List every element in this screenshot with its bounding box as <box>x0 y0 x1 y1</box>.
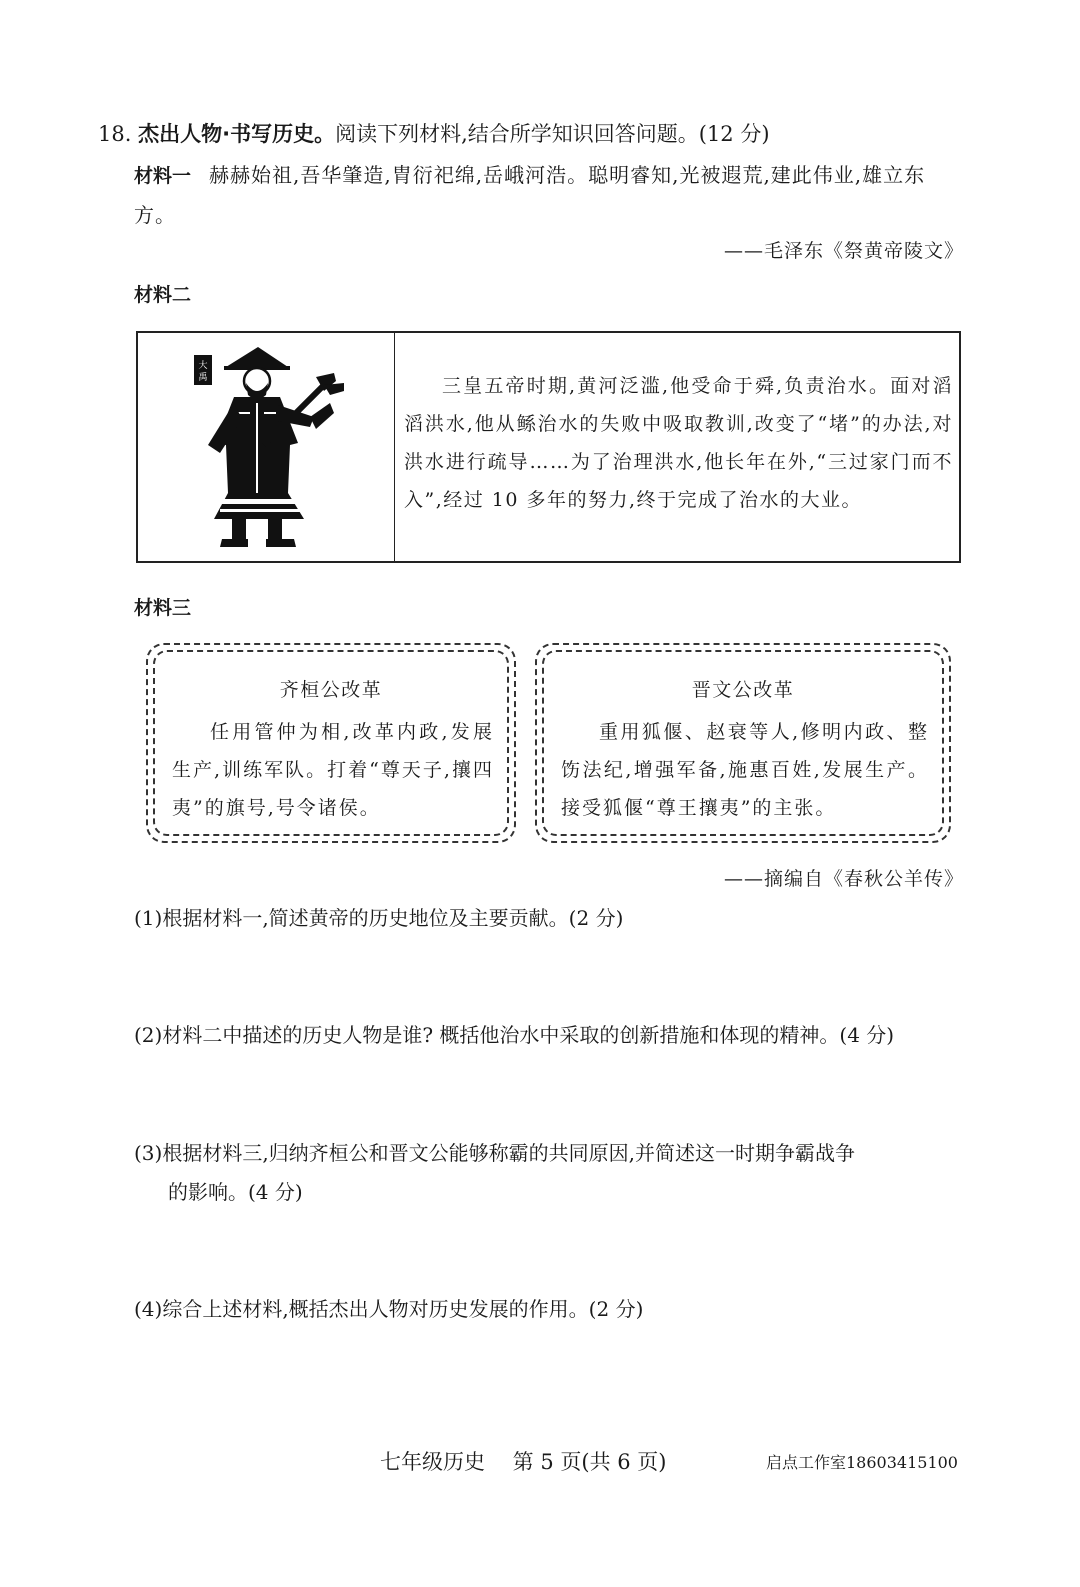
box-title: 齐桓公改革 <box>279 679 383 701</box>
material-two-table <box>136 331 961 563</box>
material-two-label: 材料二 <box>134 284 192 306</box>
box-text: 重用狐偃、赵衰等人,修明内政、整饬法纪,增强军备,施惠百姓,发展生产。接受狐偃“尊王攘夷”的主张。 <box>561 721 929 819</box>
figure-right-shoe <box>266 539 296 547</box>
material-two-text: 三皇五帝时期,黄河泛滥,他受命于舜,负责治水。面对滔滔洪水,他从鲧治水的失败中吸取教训,改变了“堵”的办法,对洪水进行疏导……为了治理洪水,他长年在外,“三过家门而不入”,经过 10 多年的努力,终于完成了治水的大业。 <box>404 375 953 511</box>
material-one-label: 材料一 <box>134 165 192 187</box>
figure-hat <box>226 347 288 367</box>
studio-contact: 启点工作室18603415100 <box>766 1453 958 1472</box>
question-topic: 杰出人物·书写历史。 <box>138 122 336 146</box>
jin-wengong-reform-box <box>535 643 951 843</box>
material-three-label: 材料三 <box>134 597 192 619</box>
sub-question-4 <box>134 1290 964 1329</box>
seal-stamp <box>194 355 212 385</box>
sub-question-3 <box>134 1134 964 1212</box>
page-footer <box>0 1446 1080 1480</box>
question-number: 18. <box>98 122 132 146</box>
page-info: 七年级历史 第 5 页(共 6 页) <box>380 1450 667 1474</box>
seal-text-1: 大 <box>198 361 208 371</box>
dayu-figure-cell <box>138 333 395 561</box>
figure-left-shoe <box>220 539 248 547</box>
qi-huangong-reform-box <box>146 643 516 843</box>
sub-question-2 <box>134 1016 964 1055</box>
material-one <box>134 156 964 235</box>
box-text: 任用管仲为相,改革内政,发展生产,训练军队。打着“尊天子,攘四夷”的旗号,号令诸侯。 <box>172 721 494 819</box>
material-one-text: 赫赫始祖,吾华肇造,胄衍祀绵,岳峨河浩。聪明睿知,光被遐荒,建此伟业,雄立东方。 <box>134 163 926 227</box>
seal-text-2: 禹 <box>198 373 208 383</box>
material-two-text-cell <box>396 333 959 561</box>
material-three-citation: ——摘编自《春秋公羊传》 <box>723 868 964 890</box>
sub-question-text-continued: 的影响。(4 分) <box>168 1180 303 1204</box>
sub-question-1 <box>134 899 964 938</box>
box-title: 晋文公改革 <box>691 679 795 701</box>
dayu-papercut-figure <box>138 333 393 560</box>
sub-question-text: (2)材料二中描述的历史人物是谁? 概括他治水中采取的创新措施和体现的精神。(4 分) <box>134 1023 895 1047</box>
sub-question-text: (4)综合上述材料,概括杰出人物对历史发展的作用。(2 分) <box>134 1297 644 1321</box>
question-header <box>98 118 998 150</box>
sub-question-text: (3)根据材料三,归纳齐桓公和晋文公能够称霸的共同原因,并简述这一时期争霸战争 <box>134 1141 856 1165</box>
question-instruction: 阅读下列材料,结合所学知识回答问题。(12 分) <box>335 122 770 146</box>
sub-question-text: (1)根据材料一,简述黄帝的历史地位及主要贡献。(2 分) <box>134 906 624 930</box>
material-one-citation: ——毛泽东《祭黄帝陵文》 <box>723 240 964 262</box>
